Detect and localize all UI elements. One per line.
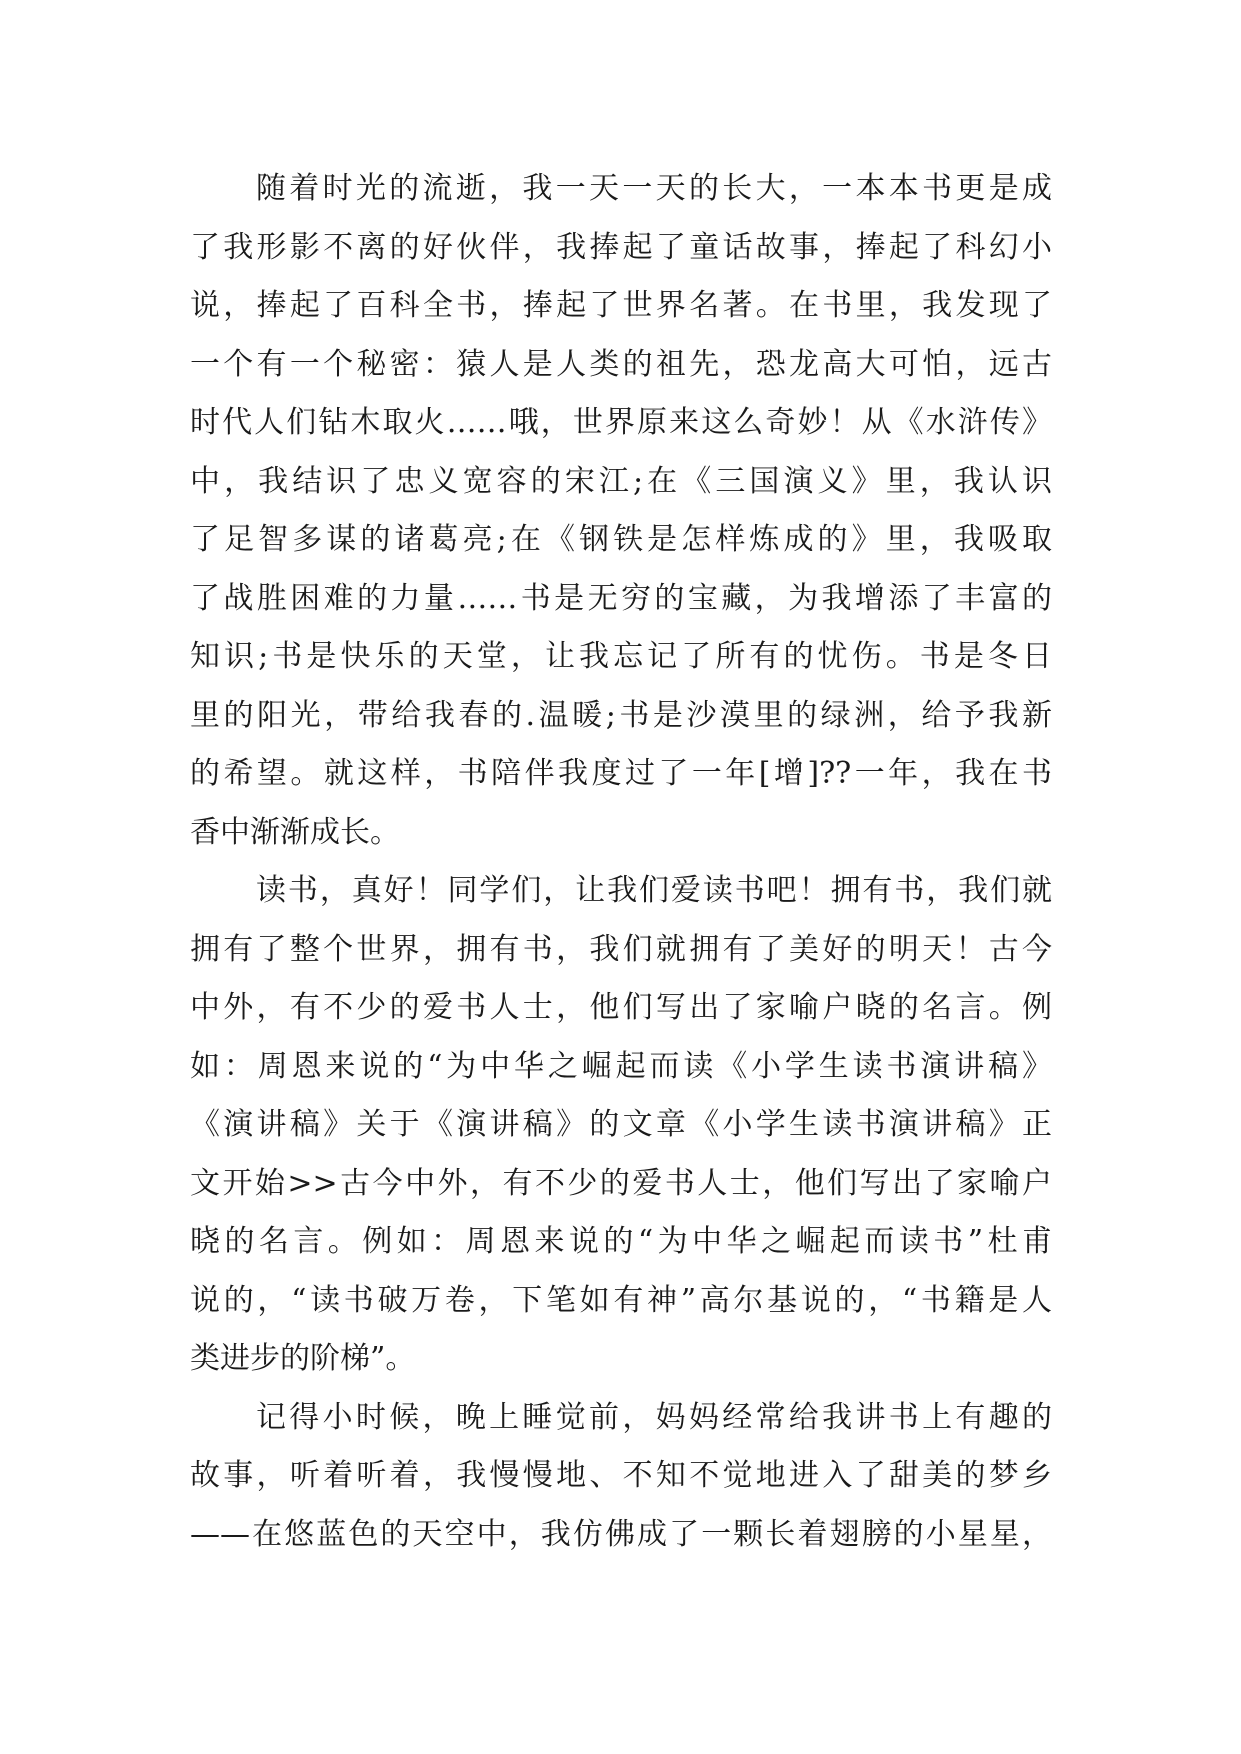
paragraph-2 [190, 862, 1052, 1389]
text-line: 类进步的阶梯”。 [190, 1341, 416, 1376]
text-line: 读书，真好！同学们，让我们爱读书吧！拥有书，我们就 [256, 873, 1052, 908]
text-line: 一个有一个秘密：猿人是人类的祖先，恐龙高大可怕，远古 [190, 346, 1052, 382]
text-line: 拥有了整个世界，拥有书，我们就拥有了美好的明天！古今 [190, 931, 1052, 967]
text-line: 了足智多谋的诸葛亮;在《钢铁是怎样炼成的》里，我吸取 [190, 522, 1052, 557]
text-line: 中外，有不少的爱书人士，他们写出了家喻户晓的名言。例 [190, 990, 1052, 1025]
text-line: 里的阳光，带给我春的.温暖;书是沙漠里的绿洲，给予我新 [190, 697, 1052, 733]
text-line: 了战胜困难的力量……书是无穷的宝藏，为我增添了丰富的 [190, 580, 1052, 616]
paragraph-1 [190, 160, 1052, 862]
text-line: 香中渐渐成长。 [190, 814, 400, 850]
text-line: 知识;书是快乐的天堂，让我忘记了所有的忧伤。书是冬日 [190, 639, 1052, 674]
text-line: 文开始>>古今中外，有不少的爱书人士，他们写出了家喻户 [190, 1165, 1052, 1201]
text-line: 说，捧起了百科全书，捧起了世界名著。在书里，我发现了 [190, 288, 1052, 323]
paragraph-3 [190, 1389, 1052, 1565]
text-line: 如：周恩来说的“为中华之崛起而读《小学生读书演讲稿》 [190, 1048, 1052, 1084]
text-line: 随着时光的流逝，我一天一天的长大，一本本书更是成 [256, 171, 1052, 206]
text-line: 了我形影不离的好伙伴，我捧起了童话故事，捧起了科幻小 [190, 229, 1052, 265]
text-line: 晓的名言。例如：周恩来说的“为中华之崛起而读书”杜甫 [190, 1224, 1052, 1259]
text-line: 说的，“读书破万卷，下笔如有神”高尔基说的，“书籍是人 [190, 1282, 1052, 1318]
text-line: 中，我结识了忠义宽容的宋江;在《三国演义》里，我认识 [190, 463, 1052, 499]
body-text [190, 160, 1052, 1564]
text-line: 记得小时候，晚上睡觉前，妈妈经常给我讲书上有趣的 [256, 1399, 1052, 1435]
text-line: 故事，听着听着，我慢慢地、不知不觉地进入了甜美的梦乡 [190, 1458, 1052, 1493]
text-line: ——在悠蓝色的天空中，我仿佛成了一颗长着翅膀的小星星， [190, 1516, 1052, 1552]
text-line: 《演讲稿》关于《演讲稿》的文章《小学生读书演讲稿》正 [190, 1107, 1052, 1142]
text-line: 的希望。就这样，书陪伴我度过了一年[增]??一年，我在书 [190, 756, 1052, 791]
text-line: 时代人们钻木取火……哦，世界原来这么奇妙！从《水浒传》 [190, 405, 1052, 440]
